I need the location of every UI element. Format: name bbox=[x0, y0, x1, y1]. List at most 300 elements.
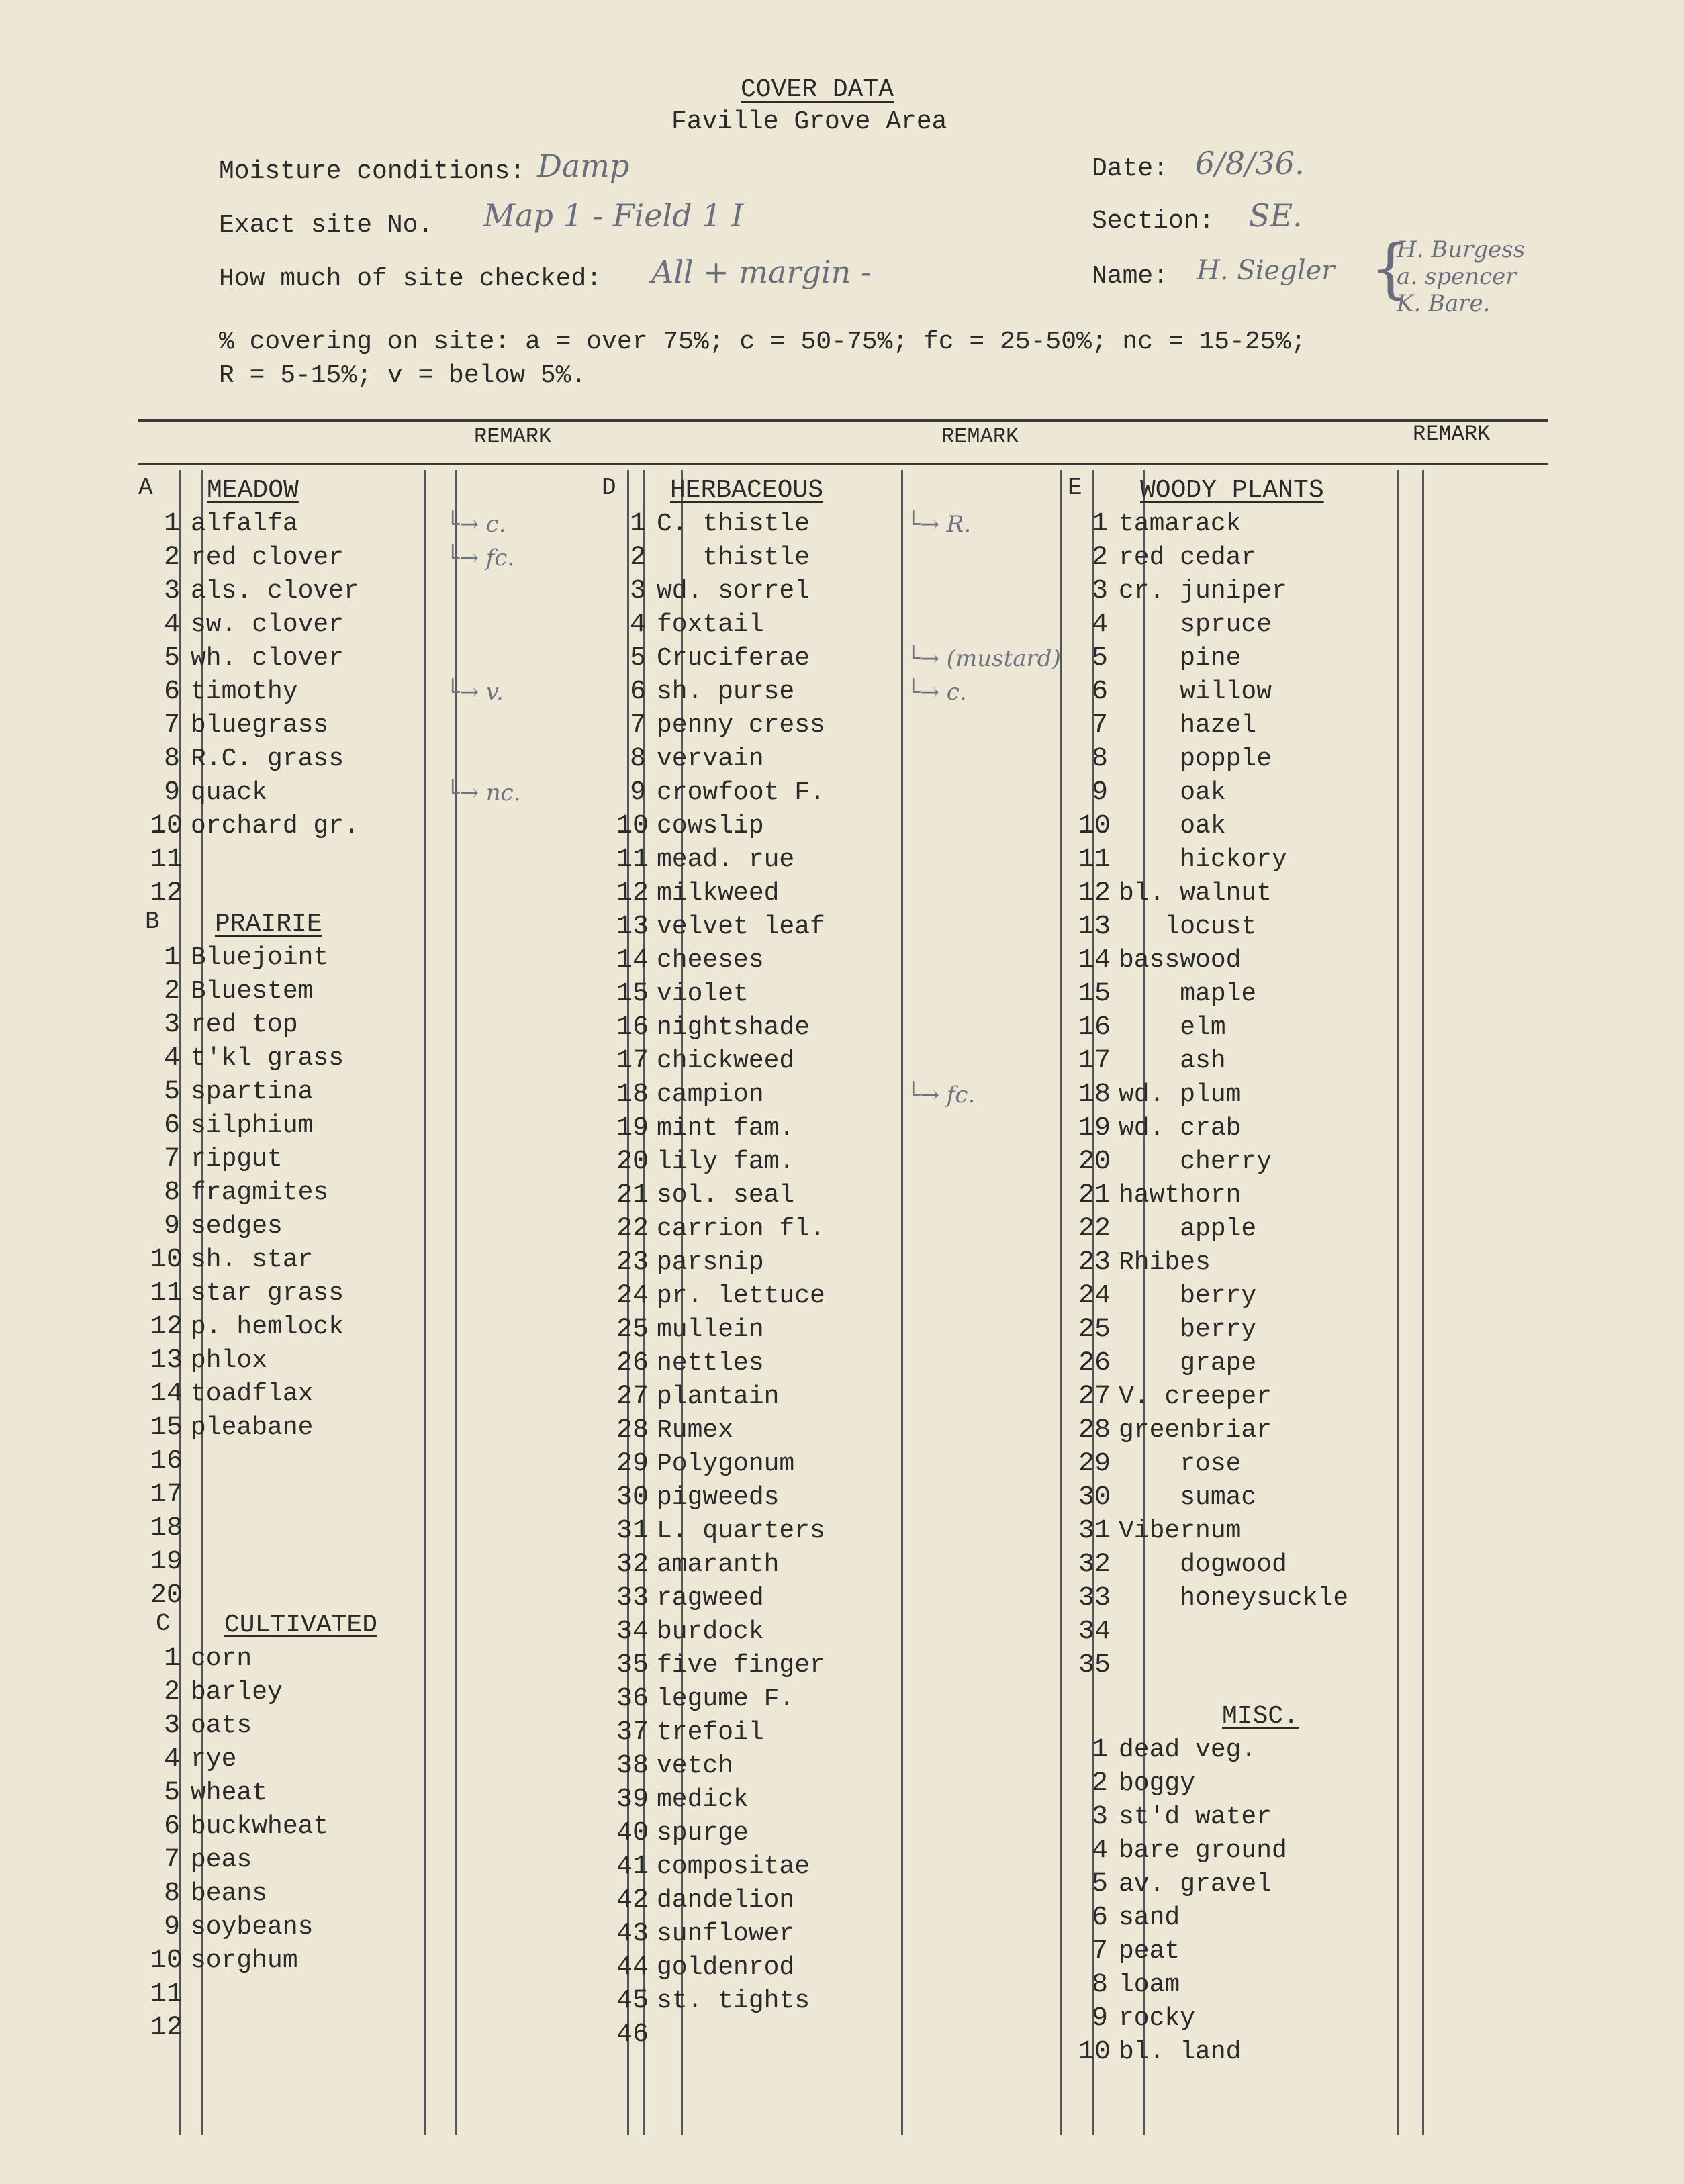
misc-row bbox=[1078, 1734, 1299, 1767]
herbaceous-row-remark: └→ R. bbox=[906, 511, 972, 538]
prairie-row bbox=[150, 1143, 344, 1176]
checked-label: How much of site checked: bbox=[219, 265, 602, 293]
herbaceous-row bbox=[616, 1884, 825, 1917]
misc-row-number: 6 bbox=[1091, 1903, 1108, 1933]
herbaceous-row-number: 25 bbox=[616, 1315, 649, 1345]
meadow-row bbox=[150, 877, 359, 910]
herbaceous-row-number: 35 bbox=[616, 1650, 649, 1680]
cultivated-row-number: 1 bbox=[163, 1644, 180, 1674]
woody-row bbox=[1078, 810, 1348, 843]
prairie-row bbox=[150, 1378, 344, 1411]
woody-row bbox=[1078, 1380, 1348, 1414]
prairie-row-number: 15 bbox=[150, 1413, 183, 1443]
cultivated-row-number: 4 bbox=[163, 1744, 180, 1774]
woody-row-number: 6 bbox=[1091, 677, 1108, 707]
herbaceous-row bbox=[616, 1213, 825, 1246]
meadow-section bbox=[150, 474, 521, 910]
woody-row-label: greenbriar bbox=[1119, 1416, 1272, 1445]
misc-row-number: 8 bbox=[1091, 1970, 1108, 2000]
woody-row bbox=[1078, 776, 1348, 810]
misc-heading: MISC. bbox=[1222, 1702, 1299, 1731]
cultivated-row bbox=[150, 1844, 377, 1877]
prairie-row bbox=[150, 1277, 344, 1311]
woody-row bbox=[1078, 1313, 1348, 1347]
woody-row bbox=[1078, 843, 1348, 877]
herbaceous-row bbox=[616, 1380, 825, 1414]
woody-row-number: 2 bbox=[1091, 542, 1108, 573]
herbaceous-row bbox=[616, 1682, 825, 1716]
cultivated-row-label: barley bbox=[191, 1678, 283, 1707]
woody-row bbox=[1078, 1112, 1348, 1145]
herbaceous-row-number: 15 bbox=[616, 979, 649, 1009]
meadow-row-label: quack bbox=[191, 778, 268, 807]
herbaceous-row-number: 8 bbox=[629, 744, 646, 774]
meadow-row-number: 8 bbox=[163, 744, 180, 774]
woody-row-label: hawthorn bbox=[1119, 1181, 1242, 1210]
legend-line-1: % covering on site: a = over 75%; c = 50-75%; fc = 25-50%; nc = 15-25%; bbox=[219, 328, 1307, 357]
herbaceous-row bbox=[616, 978, 825, 1011]
herbaceous-row-number: 3 bbox=[629, 576, 646, 606]
meadow-row bbox=[150, 810, 359, 843]
woody-row bbox=[1078, 1078, 1348, 1112]
woody-row-number: 18 bbox=[1078, 1080, 1111, 1110]
herbaceous-row bbox=[616, 1716, 825, 1750]
woody-row-label: cr. juniper bbox=[1119, 577, 1287, 606]
woody-row bbox=[1078, 910, 1348, 944]
cultivated-row-label: sorghum bbox=[191, 1946, 298, 1975]
cultivated-row-number: 7 bbox=[163, 1845, 180, 1875]
prairie-row-number: 13 bbox=[150, 1345, 183, 1376]
misc-row-label: boggy bbox=[1119, 1769, 1196, 1798]
cultivated-row bbox=[150, 1911, 377, 1944]
woody-row-label: hickory bbox=[1119, 845, 1287, 874]
cultivated-row bbox=[150, 1978, 377, 2011]
cultivated-row-number: 11 bbox=[150, 1979, 183, 2009]
cultivated-row-number: 12 bbox=[150, 2013, 183, 2043]
woody-row bbox=[1078, 1179, 1348, 1213]
cultivated-row-number: 3 bbox=[163, 1711, 180, 1741]
woody-row bbox=[1078, 1246, 1348, 1280]
meadow-row-remark: └→ nc. bbox=[446, 779, 521, 806]
herbaceous-row-number: 34 bbox=[616, 1617, 649, 1647]
misc-row bbox=[1078, 1868, 1299, 1901]
herbaceous-row-number: 18 bbox=[616, 1080, 649, 1110]
meadow-row-number: 4 bbox=[163, 610, 180, 640]
woody-row bbox=[1078, 944, 1348, 978]
prairie-row-label: t'kl grass bbox=[191, 1044, 344, 1073]
woody-row-label: oak bbox=[1119, 778, 1226, 807]
col3-vline-d bbox=[1422, 470, 1424, 2135]
misc-row-label: bare ground bbox=[1119, 1836, 1287, 1865]
cultivated-row bbox=[150, 1642, 377, 1676]
prairie-row-label: ripgut bbox=[191, 1145, 283, 1174]
herbaceous-row bbox=[616, 2018, 825, 2052]
misc-row bbox=[1078, 2002, 1299, 2036]
prairie-row-label: p. hemlock bbox=[191, 1313, 344, 1341]
herbaceous-row-label: carrion fl. bbox=[657, 1215, 825, 1243]
cultivated-row bbox=[150, 1676, 377, 1709]
herbaceous-row bbox=[616, 1045, 825, 1078]
prairie-row bbox=[150, 1008, 344, 1042]
misc-row-label: st'd water bbox=[1119, 1803, 1272, 1832]
woody-row bbox=[1078, 1045, 1348, 1078]
herbaceous-row-label: wd. sorrel bbox=[657, 577, 810, 606]
section-letter-b: B bbox=[145, 908, 160, 935]
herbaceous-row-label: amaranth bbox=[657, 1550, 780, 1579]
misc-row-label: rocky bbox=[1119, 2004, 1196, 2033]
meadow-row bbox=[150, 608, 359, 642]
prairie-row-label: red top bbox=[191, 1010, 298, 1039]
meadow-row bbox=[150, 675, 504, 709]
herbaceous-row-number: 33 bbox=[616, 1583, 649, 1613]
woody-row bbox=[1078, 1213, 1348, 1246]
herbaceous-row-label: campion bbox=[657, 1080, 764, 1109]
herbaceous-row-label: lily fam. bbox=[657, 1147, 795, 1176]
herbaceous-row-number: 44 bbox=[616, 1952, 649, 1983]
name-label: Name: bbox=[1092, 262, 1169, 291]
site-value: Map 1 - Field 1 I bbox=[483, 197, 744, 234]
woody-row-label: wd. crab bbox=[1119, 1114, 1242, 1143]
prairie-row bbox=[150, 1512, 344, 1546]
prairie-row-label: sh. star bbox=[191, 1245, 314, 1274]
woody-row-number: 11 bbox=[1078, 845, 1111, 875]
meadow-row-label: wh. clover bbox=[191, 644, 344, 673]
misc-row-label: av. gravel bbox=[1119, 1870, 1272, 1899]
woody-row-label: bl. walnut bbox=[1119, 879, 1272, 908]
prairie-row bbox=[150, 1311, 344, 1344]
misc-row-number: 2 bbox=[1091, 1768, 1108, 1799]
site-label: Exact site No. bbox=[219, 211, 434, 240]
woody-row-label: wd. plum bbox=[1119, 1080, 1242, 1109]
woody-row-number: 24 bbox=[1078, 1281, 1111, 1311]
herbaceous-row bbox=[616, 776, 825, 810]
herbaceous-row bbox=[616, 1750, 825, 1783]
herbaceous-row bbox=[616, 1548, 825, 1582]
herbaceous-row bbox=[616, 1615, 825, 1649]
woody-row-label: apple bbox=[1119, 1215, 1257, 1243]
herbaceous-row-number: 7 bbox=[629, 710, 646, 741]
herbaceous-row-number: 41 bbox=[616, 1852, 649, 1882]
prairie-row-number: 8 bbox=[163, 1178, 180, 1208]
herbaceous-row-label: dandelion bbox=[657, 1886, 795, 1915]
section-letter-a: A bbox=[138, 474, 153, 502]
cultivated-row bbox=[150, 1944, 377, 1978]
herbaceous-row-label: cowslip bbox=[657, 812, 764, 841]
woody-row-label: popple bbox=[1119, 745, 1272, 773]
woody-row-number: 25 bbox=[1078, 1315, 1111, 1345]
prairie-row-number: 19 bbox=[150, 1547, 183, 1577]
prairie-row-number: 10 bbox=[150, 1245, 183, 1275]
checked-value: All + margin - bbox=[651, 254, 872, 290]
meadow-row-label: bluegrass bbox=[191, 711, 329, 740]
herbaceous-row-label: nightshade bbox=[657, 1013, 810, 1042]
legend-line-2: R = 5-15%; v = below 5%. bbox=[219, 361, 587, 390]
herbaceous-row-number: 2 bbox=[629, 542, 646, 573]
herbaceous-row-label: sunflower bbox=[657, 1919, 795, 1948]
herbaceous-row bbox=[616, 541, 825, 575]
herbaceous-list bbox=[616, 508, 1061, 2052]
cultivated-row bbox=[150, 1810, 377, 1844]
prairie-row-number: 5 bbox=[163, 1077, 180, 1107]
prairie-row-label: Bluestem bbox=[191, 977, 314, 1006]
meadow-row bbox=[150, 642, 359, 675]
misc-row-label: sand bbox=[1119, 1903, 1180, 1932]
meadow-row-number: 1 bbox=[163, 509, 180, 539]
cultivated-row bbox=[150, 1709, 377, 1743]
woody-row bbox=[1078, 541, 1348, 575]
woody-row-number: 26 bbox=[1078, 1348, 1111, 1378]
herbaceous-row-number: 32 bbox=[616, 1550, 649, 1580]
prairie-row-number: 16 bbox=[150, 1446, 183, 1476]
woody-row-number: 31 bbox=[1078, 1516, 1111, 1546]
misc-row bbox=[1078, 1935, 1299, 1968]
herbaceous-row-number: 12 bbox=[616, 878, 649, 908]
cultivated-row-label: oats bbox=[191, 1711, 252, 1740]
misc-row-number: 3 bbox=[1091, 1802, 1108, 1832]
prairie-row-label: toadflax bbox=[191, 1380, 314, 1409]
prairie-row bbox=[150, 975, 344, 1008]
name-other-3: K. Bare. bbox=[1397, 290, 1491, 317]
woody-row bbox=[1078, 1582, 1348, 1615]
prairie-row bbox=[150, 1076, 344, 1109]
woody-row-number: 23 bbox=[1078, 1247, 1111, 1278]
cultivated-row-number: 2 bbox=[163, 1677, 180, 1707]
herbaceous-row bbox=[616, 1078, 976, 1112]
herbaceous-row bbox=[616, 1112, 825, 1145]
herbaceous-row-number: 17 bbox=[616, 1046, 649, 1076]
herbaceous-row-number: 24 bbox=[616, 1281, 649, 1311]
woody-row-label: maple bbox=[1119, 980, 1257, 1008]
col1-vline-d bbox=[455, 470, 457, 2135]
woody-row-label: spruce bbox=[1119, 610, 1272, 639]
woody-row-label: locust bbox=[1119, 912, 1257, 941]
prairie-row bbox=[150, 1210, 344, 1243]
section-label: Section: bbox=[1092, 207, 1215, 236]
herbaceous-row-number: 39 bbox=[616, 1785, 649, 1815]
herbaceous-row-label: st. tights bbox=[657, 1987, 810, 2015]
herbaceous-row bbox=[616, 1649, 825, 1682]
cultivated-row-number: 8 bbox=[163, 1879, 180, 1909]
cultivated-row-label: beans bbox=[191, 1879, 268, 1908]
prairie-row bbox=[150, 941, 344, 975]
herbaceous-row-label: sol. seal bbox=[657, 1181, 795, 1210]
herbaceous-row-label: five finger bbox=[657, 1651, 825, 1680]
cultivated-row-label: soybeans bbox=[191, 1913, 314, 1942]
meadow-row-number: 10 bbox=[150, 811, 183, 841]
herbaceous-row-label: vetch bbox=[657, 1752, 734, 1781]
prairie-row-label: spartina bbox=[191, 1078, 314, 1106]
prairie-section bbox=[150, 908, 344, 1613]
woody-row-number: 15 bbox=[1078, 979, 1111, 1009]
herbaceous-row bbox=[616, 1985, 825, 2018]
top-rule bbox=[138, 419, 1548, 422]
herbaceous-row-number: 40 bbox=[616, 1818, 649, 1848]
doc-title: COVER DATA bbox=[741, 75, 894, 104]
herbaceous-row-label: vervain bbox=[657, 745, 764, 773]
misc-row bbox=[1078, 2036, 1299, 2069]
prairie-row-number: 3 bbox=[163, 1010, 180, 1040]
herbaceous-row-number: 26 bbox=[616, 1348, 649, 1378]
herbaceous-row-number: 20 bbox=[616, 1147, 649, 1177]
herbaceous-row-label: thistle bbox=[657, 543, 810, 572]
herbaceous-row-remark: └→ c. bbox=[906, 679, 967, 706]
herbaceous-row bbox=[616, 944, 825, 978]
meadow-row bbox=[150, 776, 521, 810]
woody-row bbox=[1078, 1548, 1348, 1582]
woody-row-label: hazel bbox=[1119, 711, 1257, 740]
prairie-row bbox=[150, 1478, 344, 1512]
herbaceous-row-number: 36 bbox=[616, 1684, 649, 1714]
misc-row bbox=[1078, 1834, 1299, 1868]
herbaceous-row bbox=[616, 1347, 825, 1380]
woody-row-number: 17 bbox=[1078, 1046, 1111, 1076]
herbaceous-row bbox=[616, 1145, 825, 1179]
misc-row bbox=[1078, 1968, 1299, 2002]
herbaceous-row-label: mead. rue bbox=[657, 845, 795, 874]
cultivated-row-number: 10 bbox=[150, 1946, 183, 1976]
prairie-row-label: silphium bbox=[191, 1111, 314, 1140]
misc-list bbox=[1078, 1734, 1299, 2069]
misc-row-label: dead veg. bbox=[1119, 1736, 1257, 1764]
woody-row bbox=[1078, 1447, 1348, 1481]
meadow-row-number: 3 bbox=[163, 576, 180, 606]
woody-row-label: Rhibes bbox=[1119, 1248, 1211, 1277]
col2-vline-e bbox=[1060, 470, 1062, 2135]
meadow-row-label: red clover bbox=[191, 543, 344, 572]
woody-row-label: ash bbox=[1119, 1047, 1226, 1076]
herbaceous-row-label: Cruciferae bbox=[657, 644, 810, 673]
herbaceous-row-number: 6 bbox=[629, 677, 646, 707]
misc-row-number: 7 bbox=[1091, 1936, 1108, 1966]
misc-row-number: 5 bbox=[1091, 1869, 1108, 1899]
herbaceous-row bbox=[616, 1481, 825, 1515]
herbaceous-row bbox=[616, 1447, 825, 1481]
herbaceous-row-label: C. thistle bbox=[657, 510, 810, 538]
herbaceous-row-number: 10 bbox=[616, 811, 649, 841]
prairie-row-label: sedges bbox=[191, 1212, 283, 1241]
section-letter-c: C bbox=[156, 1610, 171, 1637]
meadow-row bbox=[150, 743, 359, 776]
prairie-row-number: 17 bbox=[150, 1480, 183, 1510]
woody-row-label: dogwood bbox=[1119, 1550, 1287, 1579]
herbaceous-section bbox=[616, 474, 1061, 2052]
woody-list bbox=[1078, 508, 1348, 1682]
woody-row-number: 3 bbox=[1091, 576, 1108, 606]
herbaceous-row-label: crowfoot F. bbox=[657, 778, 825, 807]
prairie-row bbox=[150, 1411, 344, 1445]
woody-row-label: grape bbox=[1119, 1349, 1257, 1378]
misc-row-number: 4 bbox=[1091, 1836, 1108, 1866]
herbaceous-heading: HERBACEOUS bbox=[670, 476, 824, 505]
woody-row-number: 34 bbox=[1078, 1617, 1111, 1647]
misc-row bbox=[1078, 1901, 1299, 1935]
woody-row bbox=[1078, 1280, 1348, 1313]
meadow-row-number: 9 bbox=[163, 777, 180, 808]
herbaceous-row-number: 5 bbox=[629, 643, 646, 673]
woody-row-number: 4 bbox=[1091, 610, 1108, 640]
herbaceous-row bbox=[616, 1280, 825, 1313]
misc-row-number: 9 bbox=[1091, 2003, 1108, 2034]
herbaceous-row bbox=[616, 642, 1061, 675]
remark-header-3: REMARK bbox=[1413, 422, 1491, 446]
woody-row bbox=[1078, 675, 1348, 709]
herbaceous-row bbox=[616, 508, 972, 541]
herbaceous-row-number: 43 bbox=[616, 1919, 649, 1949]
prairie-row-number: 7 bbox=[163, 1144, 180, 1174]
herbaceous-row bbox=[616, 1179, 825, 1213]
meadow-row-label: R.C. grass bbox=[191, 745, 344, 773]
herbaceous-row-label: nettles bbox=[657, 1349, 764, 1378]
herbaceous-row-remark: └→ (mustard) bbox=[906, 645, 1061, 672]
prairie-list bbox=[150, 941, 344, 1613]
cultivated-section bbox=[150, 1609, 377, 2045]
woody-section bbox=[1078, 474, 1348, 1682]
woody-row-label: oak bbox=[1119, 812, 1226, 841]
herbaceous-row-label: trefoil bbox=[657, 1718, 764, 1747]
herbaceous-row bbox=[616, 1951, 825, 1985]
prairie-row-number: 14 bbox=[150, 1379, 183, 1409]
woody-row bbox=[1078, 1615, 1348, 1649]
woody-row-number: 27 bbox=[1078, 1382, 1111, 1412]
woody-row-number: 28 bbox=[1078, 1415, 1111, 1445]
woody-row-number: 35 bbox=[1078, 1650, 1111, 1680]
herbaceous-row-number: 16 bbox=[616, 1012, 649, 1043]
name-value: H. Siegler bbox=[1197, 255, 1335, 286]
herbaceous-row-label: foxtail bbox=[657, 610, 764, 639]
herbaceous-row-label: burdock bbox=[657, 1617, 764, 1646]
prairie-row bbox=[150, 1546, 344, 1579]
herbaceous-row-number: 11 bbox=[616, 845, 649, 875]
woody-heading: WOODY PLANTS bbox=[1140, 476, 1324, 505]
herbaceous-row bbox=[616, 575, 825, 608]
meadow-row bbox=[150, 709, 359, 743]
herbaceous-row-label: pr. lettuce bbox=[657, 1282, 825, 1311]
herbaceous-row-number: 4 bbox=[629, 610, 646, 640]
meadow-row-remark: └→ v. bbox=[446, 679, 504, 706]
herbaceous-row-label: ragweed bbox=[657, 1584, 764, 1613]
woody-row-label: elm bbox=[1119, 1013, 1226, 1042]
woody-row-label: berry bbox=[1119, 1315, 1257, 1344]
herbaceous-row-label: pigweeds bbox=[657, 1483, 780, 1512]
section-letter-d: D bbox=[602, 474, 616, 502]
woody-row-number: 13 bbox=[1078, 912, 1111, 942]
woody-row-number: 12 bbox=[1078, 878, 1111, 908]
herbaceous-row-label: Polygonum bbox=[657, 1450, 795, 1478]
woody-row bbox=[1078, 575, 1348, 608]
herbaceous-row bbox=[616, 810, 825, 843]
woody-row-label: V. creeper bbox=[1119, 1382, 1272, 1411]
section-letter-e: E bbox=[1068, 474, 1082, 502]
herbaceous-row-label: velvet leaf bbox=[657, 912, 825, 941]
cultivated-row-label: wheat bbox=[191, 1778, 268, 1807]
cultivated-row bbox=[150, 2011, 377, 2045]
meadow-row-label: sw. clover bbox=[191, 610, 344, 639]
prairie-row bbox=[150, 1042, 344, 1076]
woody-row bbox=[1078, 1649, 1348, 1682]
woody-row-number: 19 bbox=[1078, 1113, 1111, 1143]
woody-row bbox=[1078, 608, 1348, 642]
herbaceous-row-label: milkweed bbox=[657, 879, 780, 908]
herbaceous-row-number: 46 bbox=[616, 2020, 649, 2050]
prairie-row-label: pleabane bbox=[191, 1413, 314, 1442]
herbaceous-row-label: plantain bbox=[657, 1382, 780, 1411]
cultivated-row bbox=[150, 1776, 377, 1810]
prairie-row bbox=[150, 1445, 344, 1478]
woody-row bbox=[1078, 978, 1348, 1011]
prairie-row-number: 12 bbox=[150, 1312, 183, 1342]
herbaceous-row-number: 30 bbox=[616, 1482, 649, 1513]
name-other-2: a. spencer bbox=[1397, 263, 1517, 290]
